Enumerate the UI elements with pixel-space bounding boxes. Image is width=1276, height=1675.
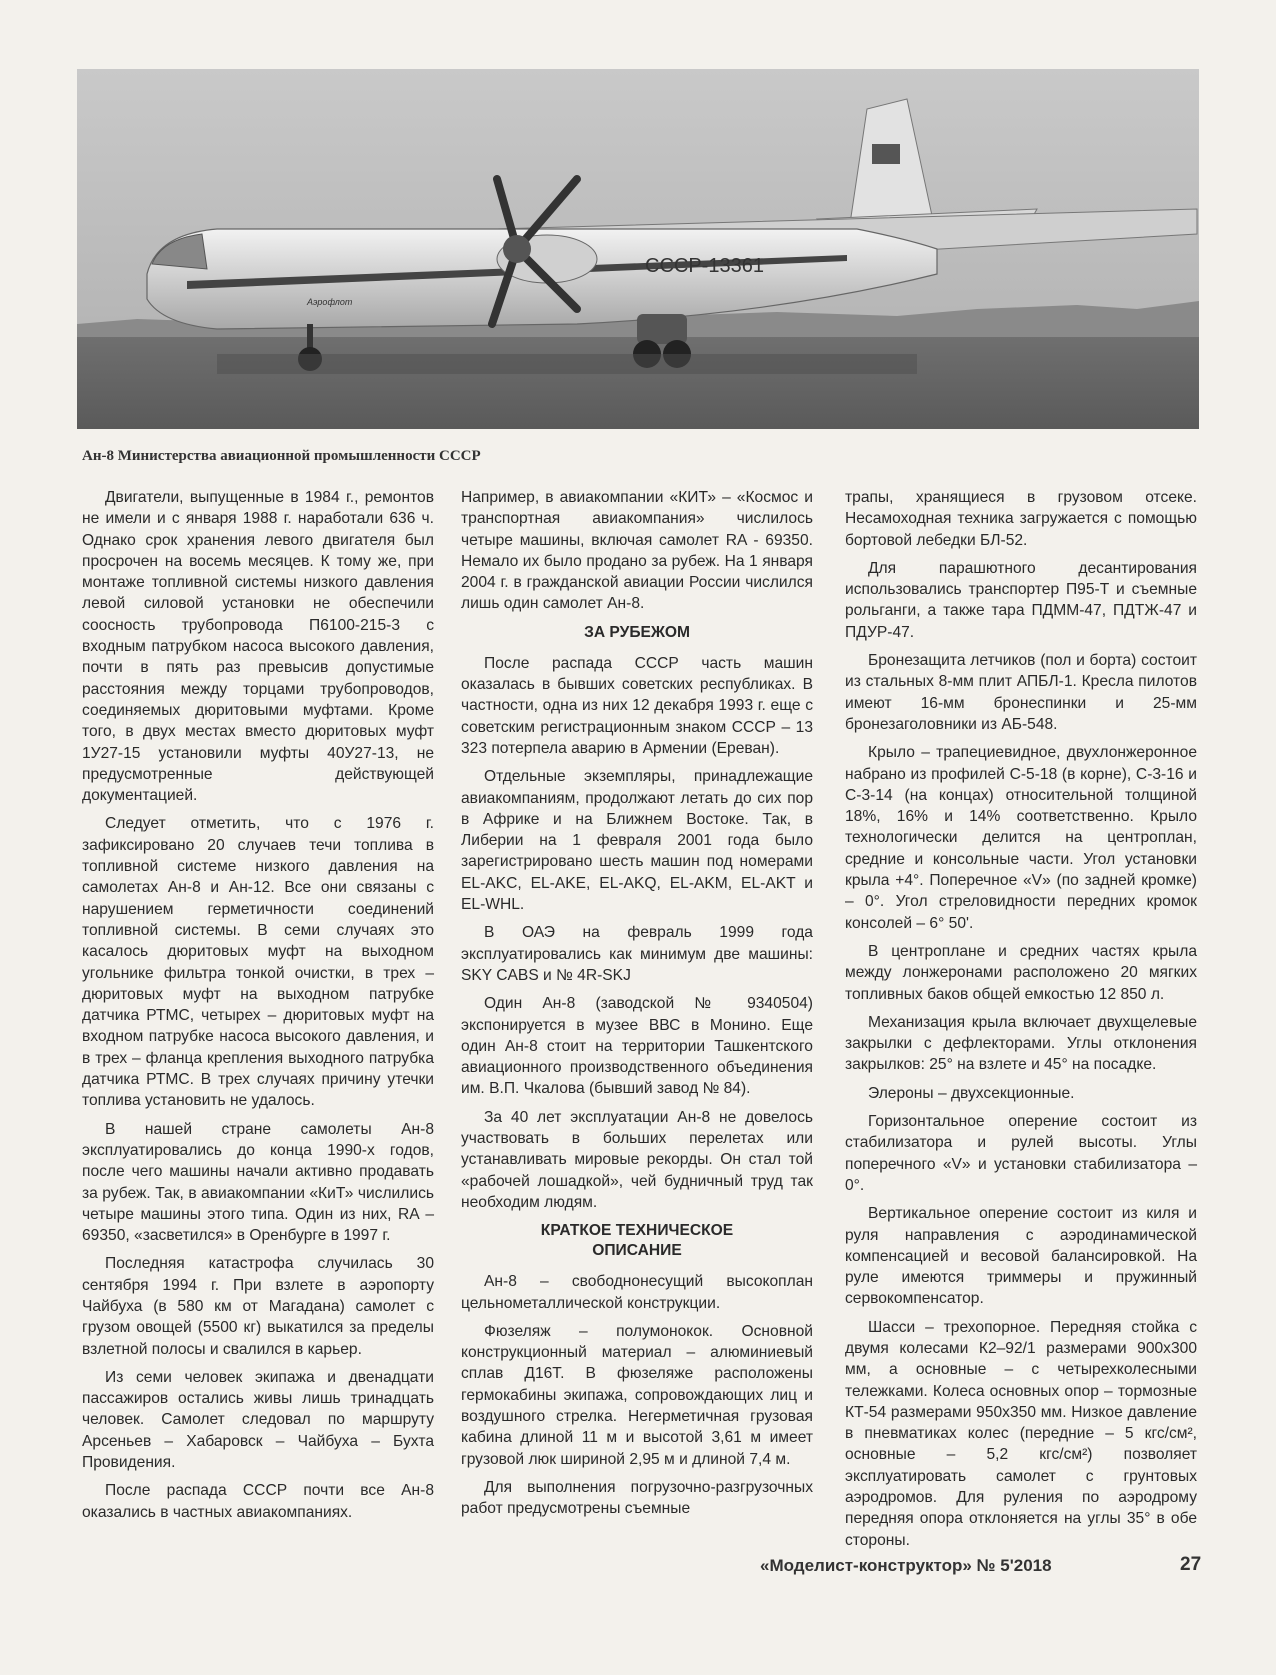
tail-flag [872,144,900,164]
registration-label: СССР-13361 [645,255,764,277]
paragraph: трапы, хранящиеся в грузовом отсеке. Несамоходная техника загружается с помощью бортовой лебедки БЛ-52. [845,489,1197,549]
paragraph: Элероны – двухсекционные. [868,1084,1075,1102]
paragraph: Механизация крыла включает двухщелевые закрылки с дефлекторами. Углы отклонения закрылков: 25° на взлете и 45° на посадке. [845,1013,1197,1074]
paragraph: Горизонтальное оперение состоит из стабилизатора и рулей высоты. Углы поперечного «V» и установки стабилизатора – 0°. [845,1113,1197,1194]
paragraph: Двигатели, выпущенные в 1984 г., ремонтов не имели и с января 1988 г. наработали 636 ч. Однако срок хранения левого двигателя был просрочен на восемь месяцев. К тому же, при монтаже топливной системы низкого давления левой силовой установки не обеспечили соосность трубопровода П6100-215-3 с входным патрубком насоса высокого давления, почти в пять раз превысив допустимые расстояния между торцами трубопроводов, соединяемых дюритовыми муфтами. Кроме того, в двух местах вместо дюритовых муфт 1У27-15 установили муфты 40У27-13, не предусмотренные действующей документацией. [82,489,434,805]
paragraph: Последняя катастрофа случилась 30 сентября 1994 г. При взлете в аэропорту Чайбуха (в 580 км от Магадана) самолет с грузом овощей (5500 кг) выкатился за пределы взлетной полосы и свалился в карьер. [82,1255,434,1358]
paragraph: Для парашютного десантирования использовались транспортер П95-Т и съемные рольганги, а также тара ПДММ-47, ПДТЖ-47 и ПДУР-47. [845,559,1197,641]
ground-shadow [217,354,917,374]
paragraph: После распада СССР почти все Ан-8 оказались в частных авиакомпаниях. [82,1482,434,1521]
main-gear [637,314,687,344]
paragraph: В центроплане и средних частях крыла между лонжеронами расположено 20 мягких топливных баков общей емкостью 12 850 л. [845,942,1197,1003]
paragraph: Ан-8 – свободнонесущий высокоплан цельнометаллической конструкции. [461,1273,813,1312]
photo-caption: Ан-8 Министерства авиационной промышленности СССР [82,448,481,464]
text-column-3 [845,487,1197,1558]
paragraph: Фюзеляж – полумонокок. Основной конструкционный материал – алюминиевый сплав Д16Т. В фюзеляже расположены гермокабины экипажа, сопровождающих лиц и воздушного стрелка. Негерметичная грузовая кабина длиной 11 м и высотой 3,61 м имеет грузовой люк шириной 2,95 м и длиной 7,4 м. [461,1322,813,1468]
paragraph: Крыло – трапециевидное, двухлонжеронное набрано из профилей С-5-18 (в корне), С-3-16 и С-3-14 (на концах) относительной толщиной 18%, 16% и 14% соответственно. Крыло технологически делится на центроплан, средние и консольные части. Угол установки крыла +4°. Поперечное «V» (по задней кромке) – 0°. Угол стреловидности передних кромок консолей – 6° 50'. [845,744,1197,932]
paragraph: Отдельные экземпляры, принадлежащие авиакомпаниям, продолжают летать до сих пор в Африке и на Ближнем Востоке. Так, в Либерии на 1 февраля 2001 года было зарегистрировано шесть машин под номерами EL-AKC, EL-AKE, EL-AKQ, EL-AKM, EL-AKT и EL-WHL. [461,768,813,914]
paragraph: Бронезащита летчиков (пол и борта) состоит из стальных 8-мм плит АПБЛ-1. Кресла пилотов имеют 16-мм бронеспинки и 25-мм бронезаголовники из АБ-548. [845,652,1197,733]
paragraph: За 40 лет эксплуатации Ан-8 не довелось участвовать в больших перелетах или устанавливать мировые рекорды. Он стал той «рабочей лошадкой», чей будничный труд так необходим людям. [461,1108,813,1211]
paragraph: Один Ан-8 (заводской № 9340504) экспонируется в музее ВВС в Монино. Еще один Ан-8 стоит на территории Ташкентского авиационного производственного объединения им. В.П. Чкалова (бывший завод № 84). [461,995,813,1098]
page-number: 27 [1180,1554,1202,1575]
paragraph: Из семи человек экипажа и двенадцати пассажиров остались живы лишь тринадцать человек. Самолет следовал по маршруту Арсеньев – Хабаровск – Чайбуха – Бухта Провидения. [82,1368,434,1472]
section-heading: КРАТКОЕ ТЕХНИЧЕСКОЕ ОПИСАНИЕ [540,1222,734,1260]
paragraph: В нашей стране самолеты Ан-8 эксплуатировались до конца 1990-х годов, после чего машины начали активно продавать за рубеж. Так, в авиакомпании «КиТ» числились четыре машины этого типа. Один из них, RA – 69350, «засветился» в Оренбурге в 1997 г. [82,1120,434,1245]
paragraph: Для выполнения погрузочно-разгрузочных работ предусмотрены съемные [461,1478,813,1518]
paragraph: Вертикальное оперение состоит из киля и руля направления с аэродинамической компенсацией и весовой балансировкой. На руле имеются триммеры и пружинный сервокомпенсатор. [845,1205,1197,1308]
section-heading: ЗА РУБЕЖОМ [584,623,690,641]
paragraph: Например, в авиакомпании «КИТ» – «Космос и транспортная авиакомпания» числилось четыре машины, включая самолет RA - 69350. Немало их было продано за рубеж. На 1 января 2004 г. в гражданской авиации России числился лишь один самолет Ан-8. [461,489,813,613]
magazine-title: «Моделист-конструктор» № 5'2018 [760,1556,1052,1575]
airline-logo-label: Аэрофлот [307,297,353,307]
paragraph: Следует отметить, что с 1976 г. зафиксировано 20 случаев течи топлива в топливной системе низкого давления на самолетах Ан-8 и Ан-12. Все они связаны с нарушением герметичности соединений топливной системы. В семи случаях это касалось дюритовых муфт на выходном угольнике фильтра тонкой очистки, в трех – дюритовых муфт на выходном патрубке датчика РТМС, четырех – дюритовых муфт на входном патрубке насоса высокого давления, и в трех – фланца крепления выходного патрубка датчика РТМС. В трех случаях причину утечки топлива установить не удалось. [82,815,434,1110]
text-column-1 [82,487,434,1530]
paragraph: В ОАЭ на февраль 1999 года эксплуатировались как минимум две машины: SKY CABS и № 4R-SKJ [461,924,813,984]
paragraph: Шасси – трехопорное. Передняя стойка с двумя колесами К2–92/1 размерами 900х300 мм, а основные – с четырехколесными тележками. Колеса основных опор – тормозные КТ-54 размерами 950х350 мм. Низкое давление в пневматиках колес (передние – 5 кгс/см², основные – 5,2 кгс/см²) позволяет эксплуатировать самолет с грунтовых аэродромов. Для руления по аэродрому передняя опора отклоняется на углы 35° в обе стороны. [845,1318,1197,1549]
text-column-2 [461,487,813,1526]
aircraft-photo [77,69,1199,429]
propeller-spinner [503,235,531,263]
paragraph: После распада СССР часть машин оказалась в бывших советских республиках. В частности, одна из них 12 декабря 1993 г. еще с советским регистрационным знаком СССР – 13 323 потерпела аварию в Армении (Ереван). [461,654,813,757]
